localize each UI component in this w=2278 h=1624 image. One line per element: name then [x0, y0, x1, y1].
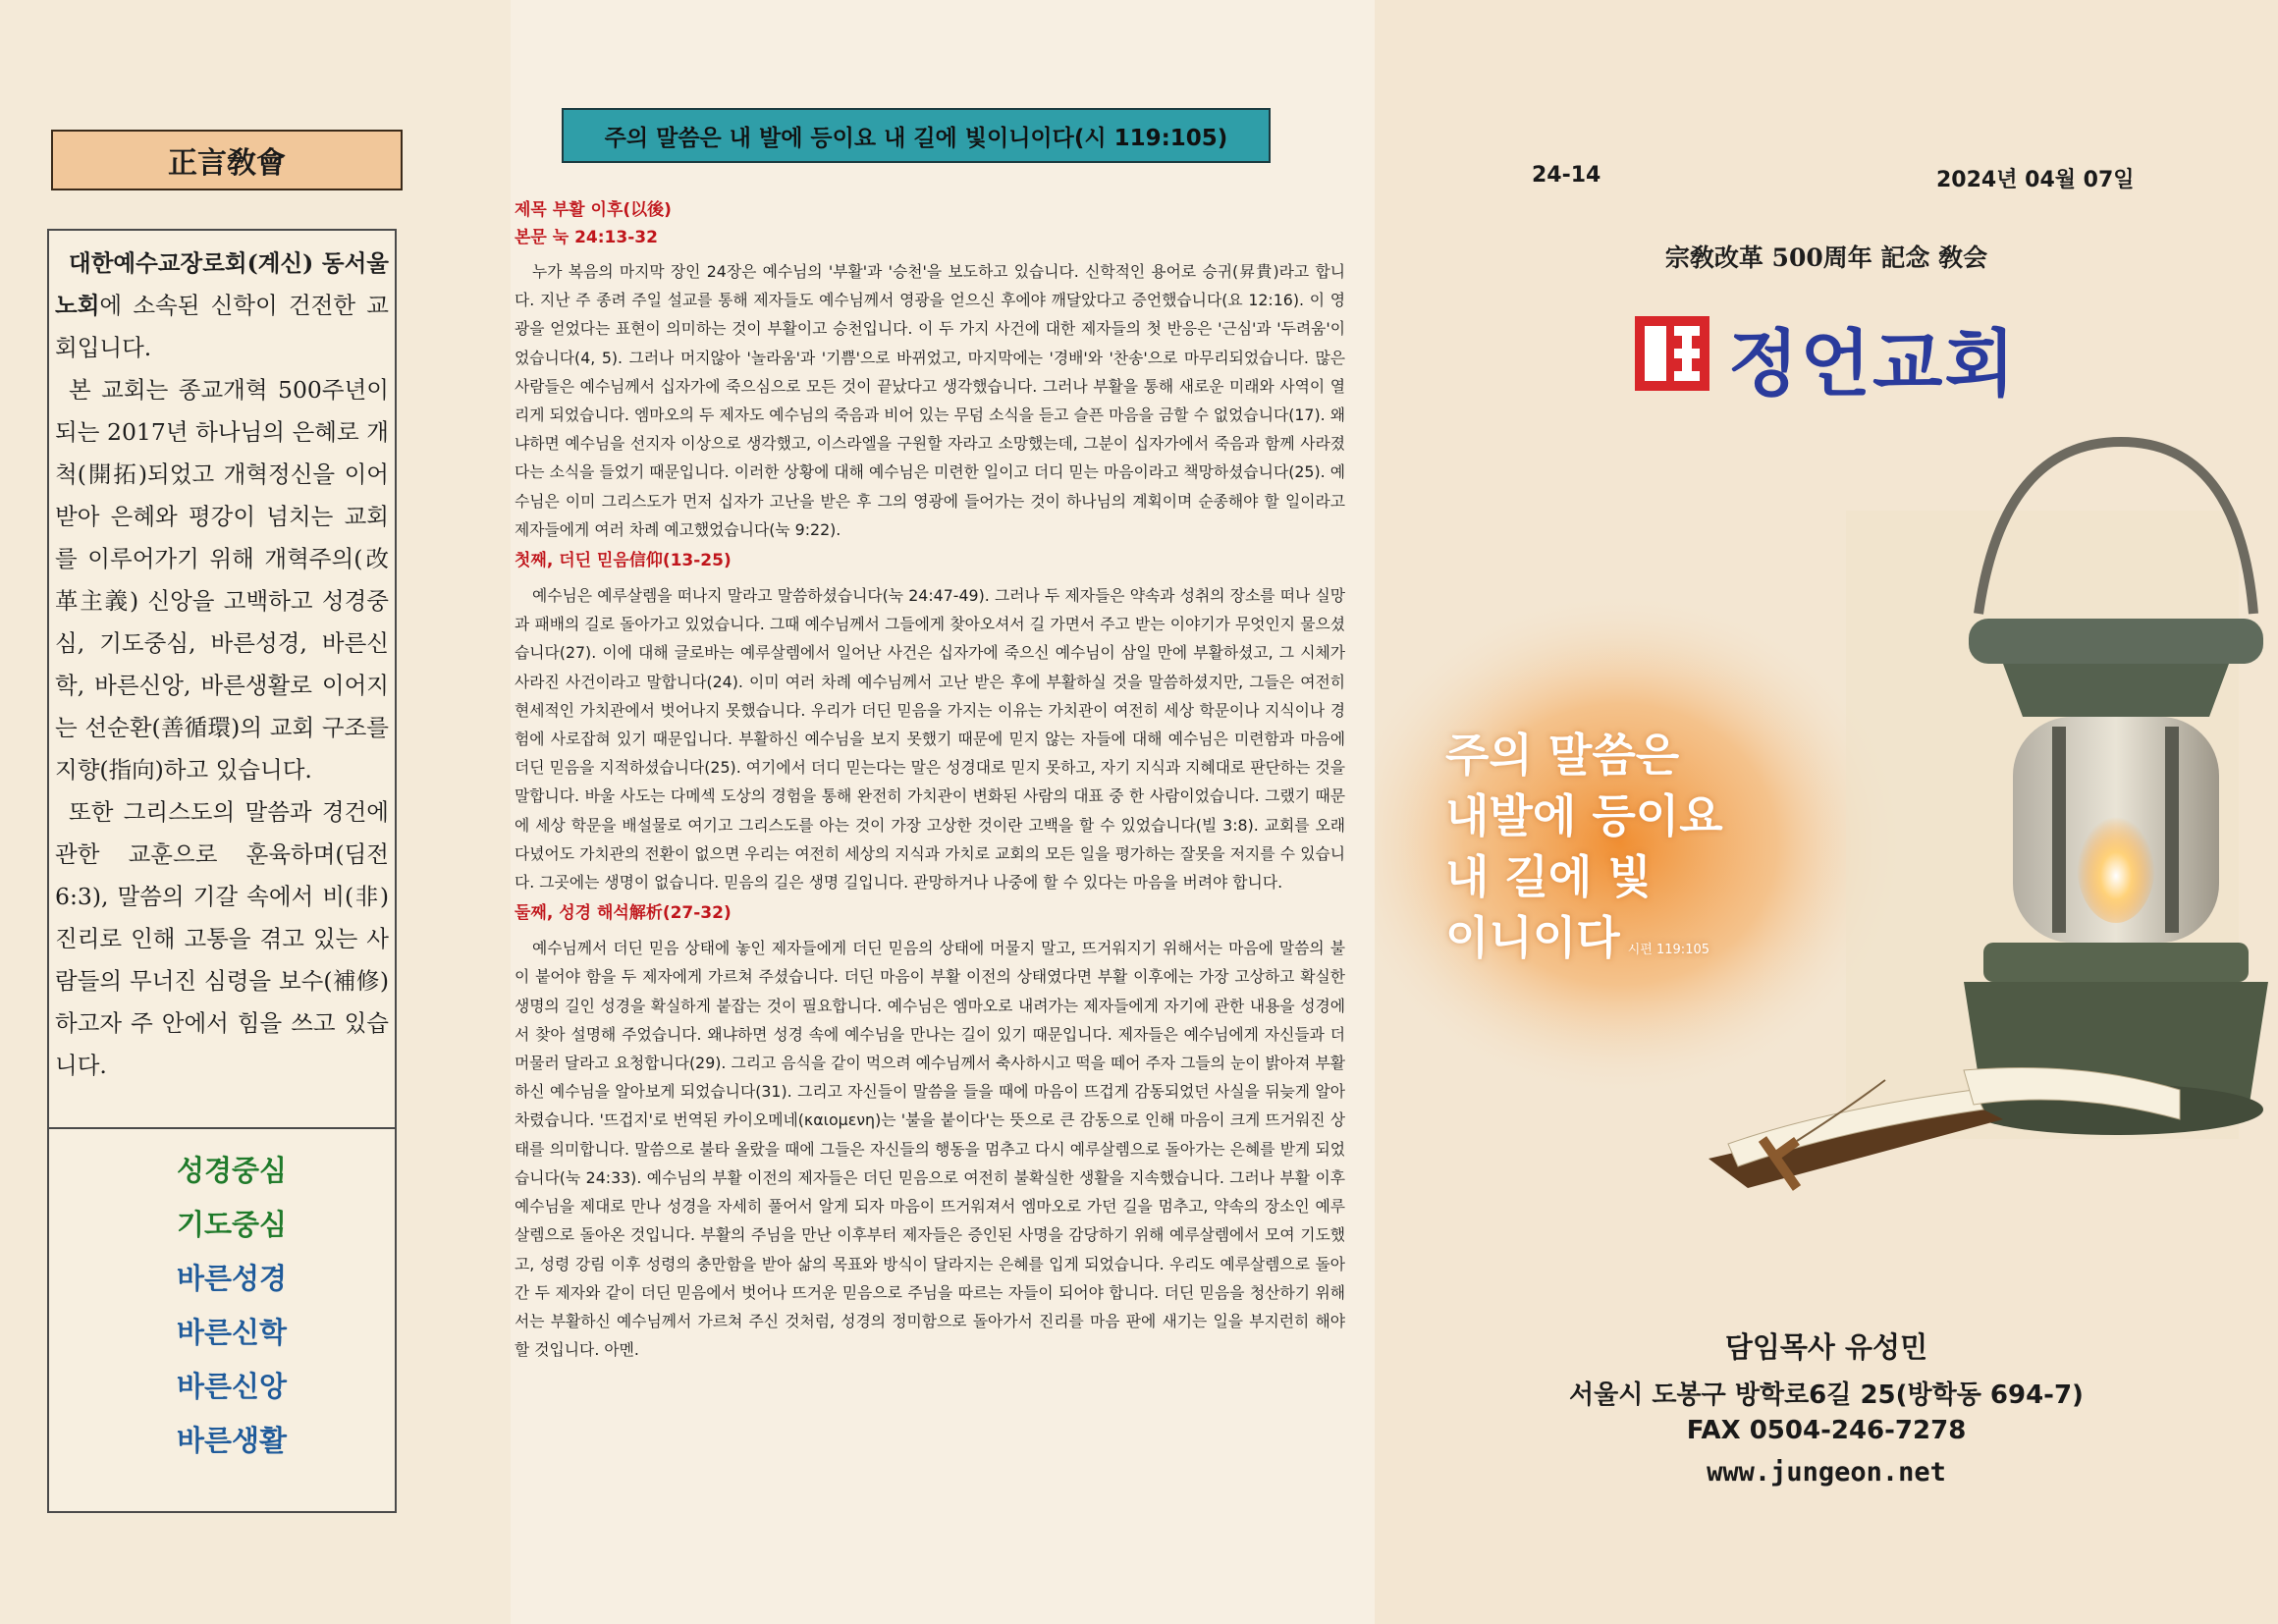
intro-paragraph	[55, 791, 389, 1087]
issue-date: 2024년 04월 07일	[1936, 168, 2135, 192]
slogan: 宗敎改革 500周年 記念 敎会	[1664, 244, 1988, 272]
glow-line	[1445, 907, 1799, 981]
sermon-panel	[511, 0, 1375, 1624]
intro-text-span: 또한 그리스도의 말씀과 경건에 관한 교훈으로 훈육하며(딤전 6:3), 말씀의 기갈 속에서 비(非) 진리로 인해 고통을 겪고 있는 사람들의 무너진 심령을 보수(補修)하고자 주 안에서 힘을 쓰고 있습니다.	[55, 798, 389, 1079]
sermon-intro: 누가 복음의 마지막 장인 24장은 예수님의 '부활'과 '승천'을 보도하고 있습니다. 신학적인 용어로 승귀(昇貴)라고 합니다. 지난 주 종려 주일 설교를 통해 제자들도 예수님께서 영광을 얻으신 후에야 깨달았다고 증언했습니다(요 12:16). 이 영광을 얻었다는 표현이 의미하는 것이 부활이고 승천입니다. 이 두 가지 사건에 대한 제자들의 첫 반응은 '근심'과 '두려움'이었습니다(4, 5). 그러나 머지않아 '놀라움'과 '기쁨'으로 바뀌었고, 마지막에는 '경배'와 '찬송'으로 마무리되었습니다. 많은 사람들은 예수님께서 십자가에 죽으심으로 모든 것이 끝났다고 생각했습니다. 그러나 부활을 통해 새로운 미래와 사역이 열리게 되었습니다. 엠마오의 두 제자도 예수님의 죽음과 비어 있는 무덤 소식을 듣고 슬픈 마음을 금할 수 없었습니다(17). 왜냐하면 예수님을 선지자 이상으로 생각했고, 이스라엘을 구원할 자라고 소망했는데, 그분이 십자가에서 죽음과 함께 사라졌다는 소식을 들었기 때문입니다. 이러한 상황에 대해 예수님은 미련한 일이고 더디 믿는 마음이라고 책망하셨습니다(25). 예수님은 이미 그리스도가 먼저 십자가 고난을 받은 후 그의 영광에 들어가는 것이 하나님의 계획이며 순종해야 할 일이라고 제자들에게 여러 차례 예고했었습니다(눅 9:22).	[515, 262, 1345, 539]
church-logo-icon	[1635, 316, 1709, 391]
motto-item: 기도중심	[177, 1208, 288, 1241]
verse-glow-text	[1445, 725, 1799, 981]
glow-reference: 시편 119:105	[1627, 943, 1710, 957]
glow-line: 내 길에 빛	[1445, 850, 1652, 903]
motto-list	[177, 1144, 287, 1468]
intro-text-span: 본 교회는 종교개혁 500주년이 되는 2017년 하나님의 은혜로 개척(開拓)되었고 개혁정신을 이어받아 은혜와 평강이 넘치는 교회를 이루어가기 위해 개혁주의(改革主義) 신앙을 고백하고 성경중심, 기도중심, 바른성경, 바른신학, 바른신앙, 바른생활로 이어지는 선순환(善循環)의 교회 구조를 지향(指向)하고 있습니다.	[55, 376, 389, 784]
section-heading: 둘째, 성경 해석解析(27-32)	[515, 903, 732, 924]
website-link[interactable]: www.jungeon.net	[1707, 1457, 1946, 1488]
motto-item: 성경중심	[177, 1154, 288, 1187]
motto-item: 바른생활	[177, 1424, 288, 1457]
church-address: 서울시 도봉구 방학로6길 25(방학동 694-7)	[1569, 1380, 2084, 1410]
glow-line: 내발에 등이요	[1445, 789, 1723, 842]
section-heading: 첫째, 더딘 믿음信仰(13-25)	[515, 551, 732, 571]
intro-bold: 대한예수교장로회(계신) 동서울 노회	[55, 249, 389, 319]
intro-text-span: 에 소속된 신학이 건전한 교회입니다.	[55, 292, 389, 361]
fax-number: FAX 0504-246-7278	[1686, 1416, 1967, 1445]
divider	[49, 1127, 395, 1129]
motto-item: 바른신학	[177, 1316, 288, 1349]
intro-box	[47, 229, 397, 1513]
intro-paragraph	[55, 369, 389, 791]
intro-text	[55, 243, 389, 1087]
sermon-passage: 본문 눅 24:13-32	[515, 228, 658, 247]
section-paragraph: 예수님께서 더딘 믿음 상태에 놓인 제자들에게 더딘 믿음의 상태에 머물지 말고, 뜨거워지기 위해서는 마음에 말씀의 불이 붙어야 함을 두 제자에게 가르쳐 주셨습니다. 더딘 마음이 부활 이전의 상태였다면 부활 이후에는 가장 고상하고 확실한 생명의 길인 성경을 확실하게 붙잡는 것이 필요합니다. 예수님은 엠마오로 내려가는 제자들에게 자기에 관한 내용을 성경에서 찾아 설명해 주었습니다. 왜냐하면 성경 속에 예수님을 만나는 길이 있기 때문입니다. 제자들은 예수님에게 자신들과 더 머물러 달라고 요청합니다(29). 그리고 음식을 같이 먹으려 예수님께서 축사하시고 떡을 떼어 주자 그들의 눈이 밝아져 부활하신 예수님을 알아보게 되었습니다(31). 그리고 자신들이 말씀을 들을 때에 마음이 뜨겁게 감동되었던 사실을 뒤늦게 알아차렸습니다. '뜨겁지'로 번역된 카이오메네(καιομενη)는 '불을 붙이다'는 뜻으로 큰 감동으로 인해 마음이 크게 뜨거워진 상태를 의미합니다. 말씀으로 불타 올랐을 때에 그들은 자신들의 행동을 멈추고 다시 예루살렘으로 돌아가는 은혜를 받게 되었습니다(눅 24:33). 예수님의 부활 이전의 제자들은 더딘 믿음으로 여전히 불확실한 생활을 지속했습니다. 그러나 부활 이후 예수님을 제대로 만나 성경을 자세히 풀어서 알게 되자 마음이 뜨거워져서 엠마오로 가던 길을 멈추고, 약속의 장소인 예루살렘으로 돌아온 것입니다. 부활의 주님을 만난 이후부터 제자들은 증인된 사명을 감당하기 위해 예루살렘에서 모여 기도했고, 성령 강림 이후 성령의 충만함을 받아 삶의 목표와 방식이 달라지는 은혜를 입게 되었습니다. 우리도 예루살렘으로 돌아간 두 제자와 같이 더딘 믿음에서 벗어나 뜨거운 믿음으로 주님을 따르는 자들이 되어야 합니다. 더딘 믿음을 청산하기 위해서는 부활하신 예수님께서 가르쳐 주신 것처럼, 성경의 정미함으로 돌아가서 진리를 마음 판에 새기는 일을 부지런히 해야 할 것입니다. 아멘.	[515, 939, 1345, 1360]
verse-banner: 주의 말씀은 내 발에 등이요 내 길에 빛이니이다(시 119:105)	[562, 108, 1271, 163]
sermon-title: 제목 부활 이후(以後)	[515, 200, 672, 220]
motto-item: 바른성경	[177, 1262, 288, 1295]
section-paragraph: 예수님은 예루살렘을 떠나지 말라고 말씀하셨습니다(눅 24:47-49). 그러나 두 제자들은 약속과 성취의 장소를 떠나 실망과 패배의 길로 돌아가고 있었습니다. 그때 예수님께서 그들에게 찾아오셔서 길 가면서 주고 받는 이야기가 무엇인지 물으셨습니다(27). 이에 대해 글로바는 예루살렘에서 일어난 사건은 십자가에 죽으신 예수님이 삼일 만에 부활하셨고, 그 시체가 사라진 사건이라고 말합니다(24). 이미 여러 차례 예수님께서 고난 받은 후에 부활하실 것을 말씀하셨지만, 그들은 여전히 현세적인 가치관에서 벗어나지 못했습니다. 우리가 더딘 믿음을 가지는 이유는 가치관이 여전히 세상 학문이나 지식이나 경험에 사로잡혀 있기 때문입니다. 부활하신 예수님을 보지 못했기 때문에 믿지 않는 자들에 대해 예수님은 미련함과 마음에 더딘 믿음을 지적하셨습니다(25). 여기에서 더디 믿는다는 말은 성경대로 믿지 못하고, 자기 지식과 지혜대로 판단하는 것을 말합니다. 바울 사도는 다메섹 도상의 경험을 통해 완전히 가치관이 변화된 사람의 대표 중 한 사람이었습니다. 그랬기 때문에 세상 학문을 배설물로 여기고 그리스도를 아는 것이 가장 고상한 것이란 고백을 할 수 있었습니다(빌 3:8). 교회를 오래 다녔어도 가치관의 전환이 없으면 우리는 여전히 세상의 지식과 가치로 교회의 모든 일을 평가하는 잘못을 저지를 수 있습니다. 그곳에는 생명이 없습니다. 믿음의 길은 생명 길입니다. 관망하거나 나중에 할 수 있다는 마음을 버려야 합니다.	[515, 586, 1345, 893]
issue-number: 24-14	[1532, 163, 1601, 188]
sermon-body	[515, 196, 1345, 1364]
church-name: 정언교회	[1728, 322, 2017, 406]
glow-line: 주의 말씀은	[1445, 729, 1680, 782]
glow-line-text: 이니이다	[1445, 911, 1620, 964]
intro-paragraph	[55, 243, 389, 369]
pastor-name: 담임목사 유성민	[1724, 1330, 1928, 1364]
left-panel	[0, 0, 511, 1624]
cover-panel	[1375, 0, 2278, 1624]
motto-item: 바른신앙	[177, 1370, 288, 1403]
church-tag: 正言敎會	[51, 130, 403, 190]
